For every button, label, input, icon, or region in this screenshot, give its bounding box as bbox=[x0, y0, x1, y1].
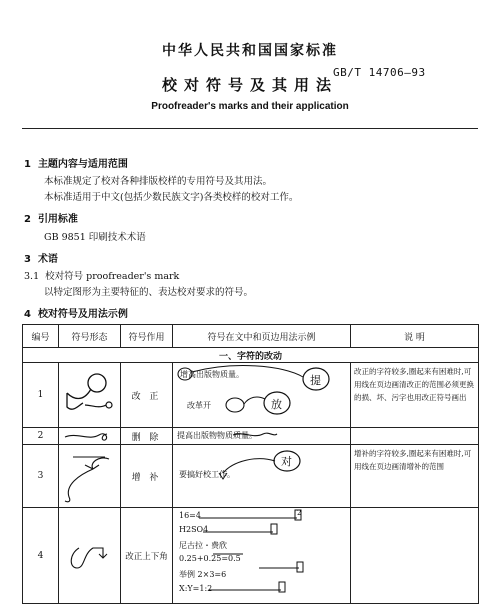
symbol-function: 改 正 bbox=[121, 363, 173, 428]
section-heading-text: 引用标准 bbox=[37, 214, 78, 225]
table-row bbox=[23, 445, 479, 508]
subsection-number: 3.1 bbox=[24, 271, 40, 282]
section-heading-text: 术语 bbox=[37, 254, 58, 265]
symbol-function: 删 除 bbox=[121, 428, 173, 445]
column-header: 说 明 bbox=[351, 325, 479, 348]
example-text: 提高出版物物质质量。 bbox=[177, 431, 257, 440]
standard-title: 中华人民共和国国家标准 bbox=[162, 43, 338, 59]
proofreading-marks-table bbox=[22, 324, 479, 604]
insert-symbol bbox=[59, 445, 121, 508]
main-title: 校对符号及其用法 bbox=[161, 76, 338, 94]
usage-example bbox=[173, 428, 351, 445]
example-text: 要搞好校工作。 bbox=[179, 470, 235, 479]
row-number: 2 bbox=[23, 428, 59, 445]
table-row bbox=[23, 363, 479, 428]
delete-mark-icon bbox=[59, 428, 121, 444]
standard-code: GB/T 14706—93 bbox=[333, 66, 426, 79]
delete-symbol bbox=[59, 428, 121, 445]
section-2-heading bbox=[24, 210, 78, 225]
section-heading-text: 主题内容与适用范围 bbox=[37, 159, 128, 170]
usage-example bbox=[173, 508, 351, 604]
correction-symbol bbox=[59, 363, 121, 428]
example-text: 0.25+0.25=0.5 bbox=[179, 554, 241, 563]
strike-mark-icon bbox=[173, 428, 351, 444]
section-heading-text: 校对符号及用法示例 bbox=[37, 309, 128, 320]
category-row bbox=[23, 348, 479, 363]
explanation-note: 改正的字符较多,圈起来有困难时,可用线在页边画清改正的范围必须更换的损、坏、污字也用改正符号画出 bbox=[351, 363, 479, 428]
section-number: 4 bbox=[24, 309, 31, 320]
column-header: 符号作用 bbox=[121, 325, 173, 348]
section-1-paragraph-1: 本标准规定了校对各种排版校样的专用符号及其用法。 bbox=[44, 176, 273, 187]
section-number: 1 bbox=[24, 159, 31, 170]
category-label: 一、字符的改动 bbox=[23, 348, 479, 363]
section-number: 2 bbox=[24, 214, 31, 225]
table-row bbox=[23, 508, 479, 604]
explanation-note bbox=[351, 428, 479, 445]
row-number: 3 bbox=[23, 445, 59, 508]
margin-correction: 提 bbox=[310, 374, 321, 387]
symbol-function: 改正上下角 bbox=[121, 508, 173, 604]
correction-mark-icon bbox=[59, 363, 121, 427]
explanation-note: 增补的字符较多,圈起来有困难时,可用线在页边画清增补的范围 bbox=[351, 445, 479, 508]
margin-mark: 2 bbox=[297, 509, 302, 517]
table-header-row bbox=[23, 325, 479, 348]
insert-mark-icon bbox=[59, 445, 121, 507]
column-header: 编号 bbox=[23, 325, 59, 348]
row-number: 1 bbox=[23, 363, 59, 428]
example-text: 16=4 bbox=[179, 511, 201, 520]
margin-correction: 放 bbox=[271, 398, 282, 411]
superscript-subscript-symbol bbox=[59, 508, 121, 604]
row-number: 4 bbox=[23, 508, 59, 604]
example-text: 改革开 bbox=[187, 401, 211, 410]
section-number: 3 bbox=[24, 254, 31, 265]
section-1-heading bbox=[24, 155, 128, 170]
example-text: 增高出版物质量。 bbox=[180, 370, 244, 379]
margin-insertion: 对 bbox=[281, 455, 292, 468]
section-1-paragraph-2: 本标准适用于中文(包括少数民族文字)各类校样的校对工作。 bbox=[44, 192, 299, 203]
term: 校对符号 proofreader's mark bbox=[45, 271, 180, 282]
explanation-note bbox=[351, 508, 479, 604]
column-header: 符号在文中和页边用法示例 bbox=[173, 325, 351, 348]
section-4-heading bbox=[24, 305, 128, 320]
superscript-mark-icon bbox=[59, 508, 121, 603]
usage-example bbox=[173, 363, 351, 428]
example-text: H2SO4 bbox=[179, 525, 209, 534]
header-divider bbox=[22, 128, 478, 129]
column-header: 符号形态 bbox=[59, 325, 121, 348]
referenced-standard: GB 9851 印刷技术术语 bbox=[44, 232, 146, 243]
section-3-heading bbox=[24, 250, 58, 265]
term-definition: 以特定图形为主要特征的、表达校对要求的符号。 bbox=[44, 287, 254, 298]
subsection-3-1 bbox=[24, 268, 179, 282]
english-title: Proofreader's marks and their application bbox=[151, 101, 349, 112]
example-text: 举例 2×3=6 bbox=[179, 570, 227, 579]
example-text: 尼古拉・费欣 bbox=[179, 541, 227, 550]
usage-example bbox=[173, 445, 351, 508]
symbol-function: 增 补 bbox=[121, 445, 173, 508]
table-row bbox=[23, 428, 479, 445]
example-text: X:Y=1:2 bbox=[179, 584, 213, 593]
